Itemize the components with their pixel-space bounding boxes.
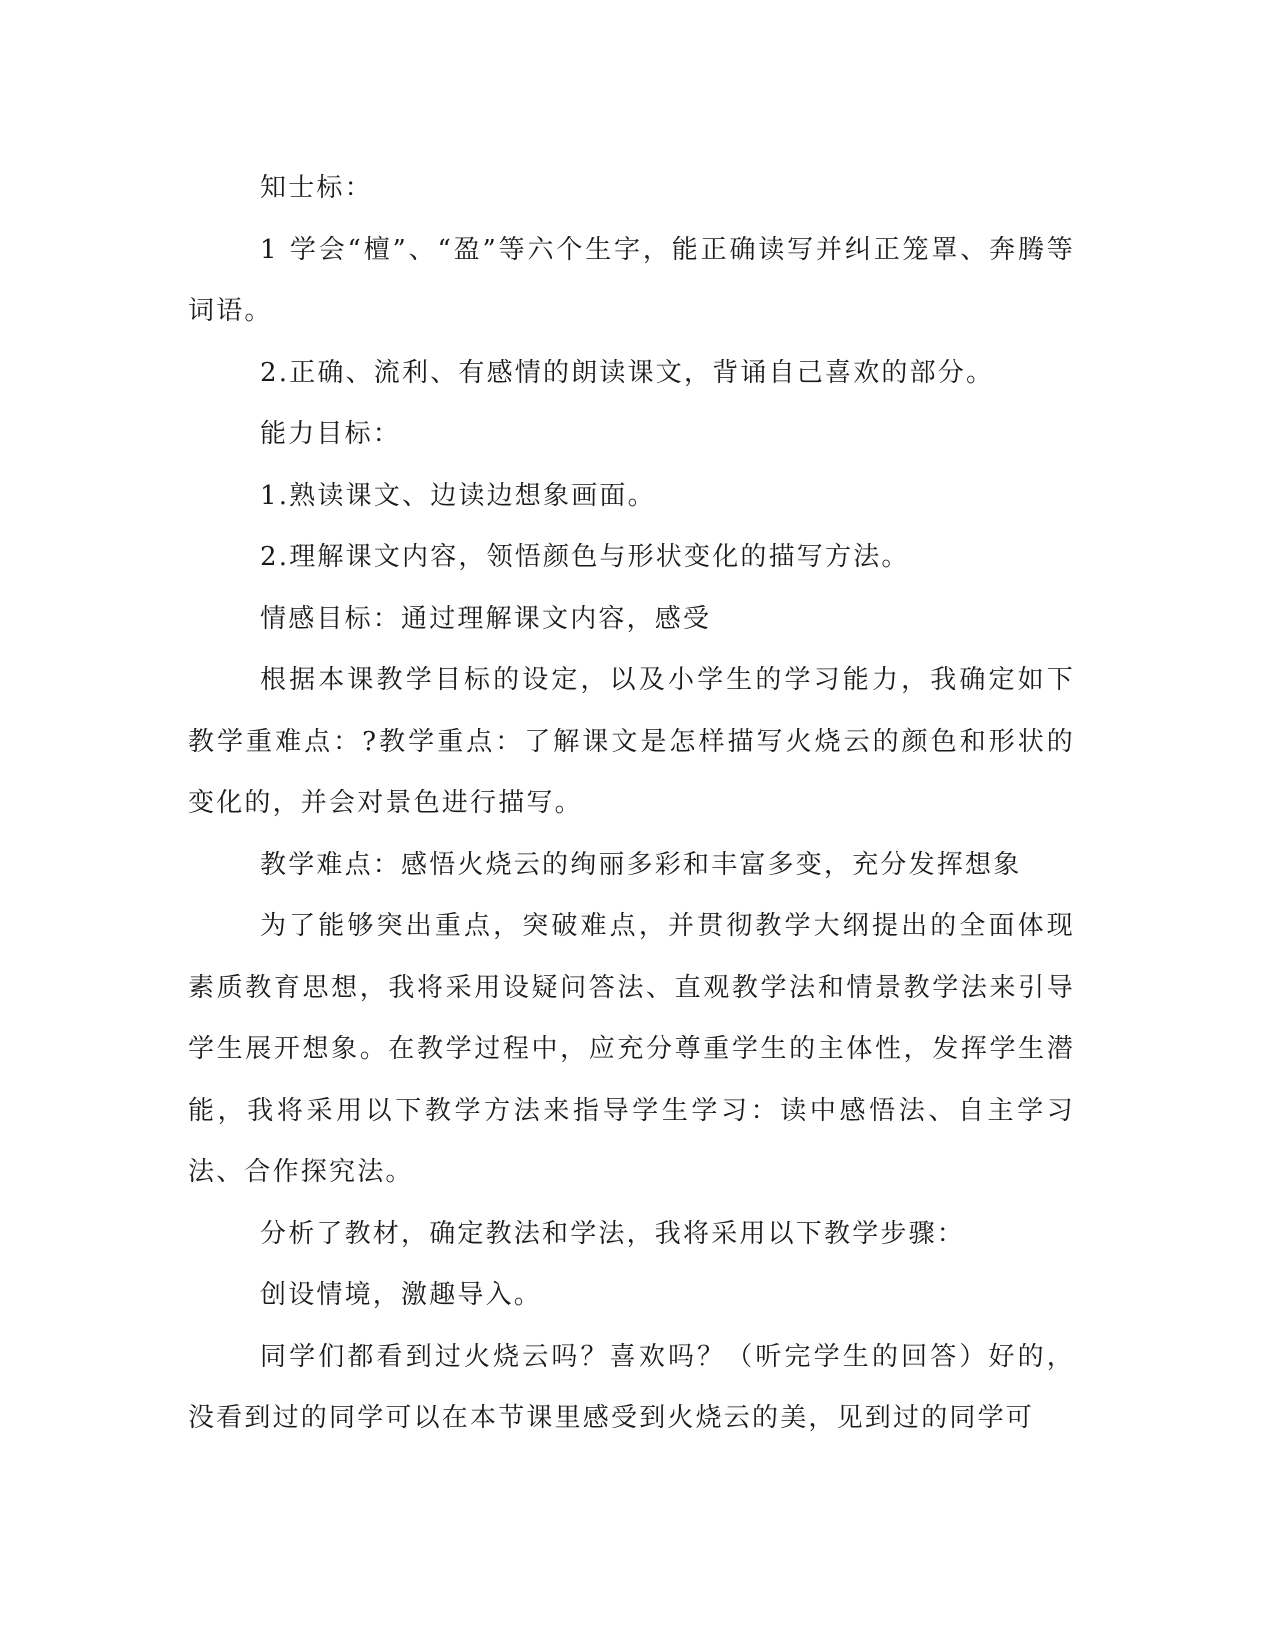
paragraph-teaching-steps: 分析了教材，确定教法和学法，我将采用以下教学步骤： [260,1218,966,1249]
paragraph-difficult-points: 教学难点：感悟火烧云的绚丽多彩和丰富多变，充分发挥想象 [260,849,1022,880]
paragraph-teaching-methods: 为了能够突出重点，突破难点，并贯彻教学大纲提出的全面体现素质教育思想，我将采用设疑问答法、直观教学法和情景教学法来引导学生展开想象。在教学过程中，应充分尊重学生的主体性，发挥学生潜能，我将采用以下教学方法来指导学生学习：读中感悟法、自主学习法、合作探究法。 [188,911,1075,1187]
paragraph-knowledge-goal-heading: 知士标： [260,173,373,203]
paragraph-ability-goal-1: 1.熟读课文、边读边想象画面。 [260,480,656,511]
paragraph-knowledge-goal-2: 2.正确、流利、有感情的朗读课文，背诵自己喜欢的部分。 [260,357,995,388]
paragraph-ability-goal-heading: 能力目标： [260,419,402,449]
paragraph-ability-goal-2: 2.理解课文内容，领悟颜色与形状变化的描写方法。 [260,542,910,572]
paragraph-emotion-goal: 情感目标：通过理解课文内容，感受 [260,603,712,634]
paragraph-key-points: 根据本课教学目标的设定，以及小学生的学习能力，我确定如下教学重难点：?教学重点：了解课文是怎样描写火烧云的颜色和形状的变化的，并会对景色进行描写。 [188,665,1075,818]
document-body [188,158,1075,1450]
paragraph-knowledge-goal-1: 1 学会“檀”、“盈”等六个生字，能正确读写并纠正笼罩、奔腾等词语。 [188,234,1075,326]
paragraph-intro-question: 同学们都看到过火烧云吗？喜欢吗？（听完学生的回答）好的，没看到过的同学可以在本节课里感受到火烧云的美，见到过的同学可 [188,1341,1075,1433]
paragraph-step-intro: 创设情境，激趣导入。 [260,1280,543,1310]
